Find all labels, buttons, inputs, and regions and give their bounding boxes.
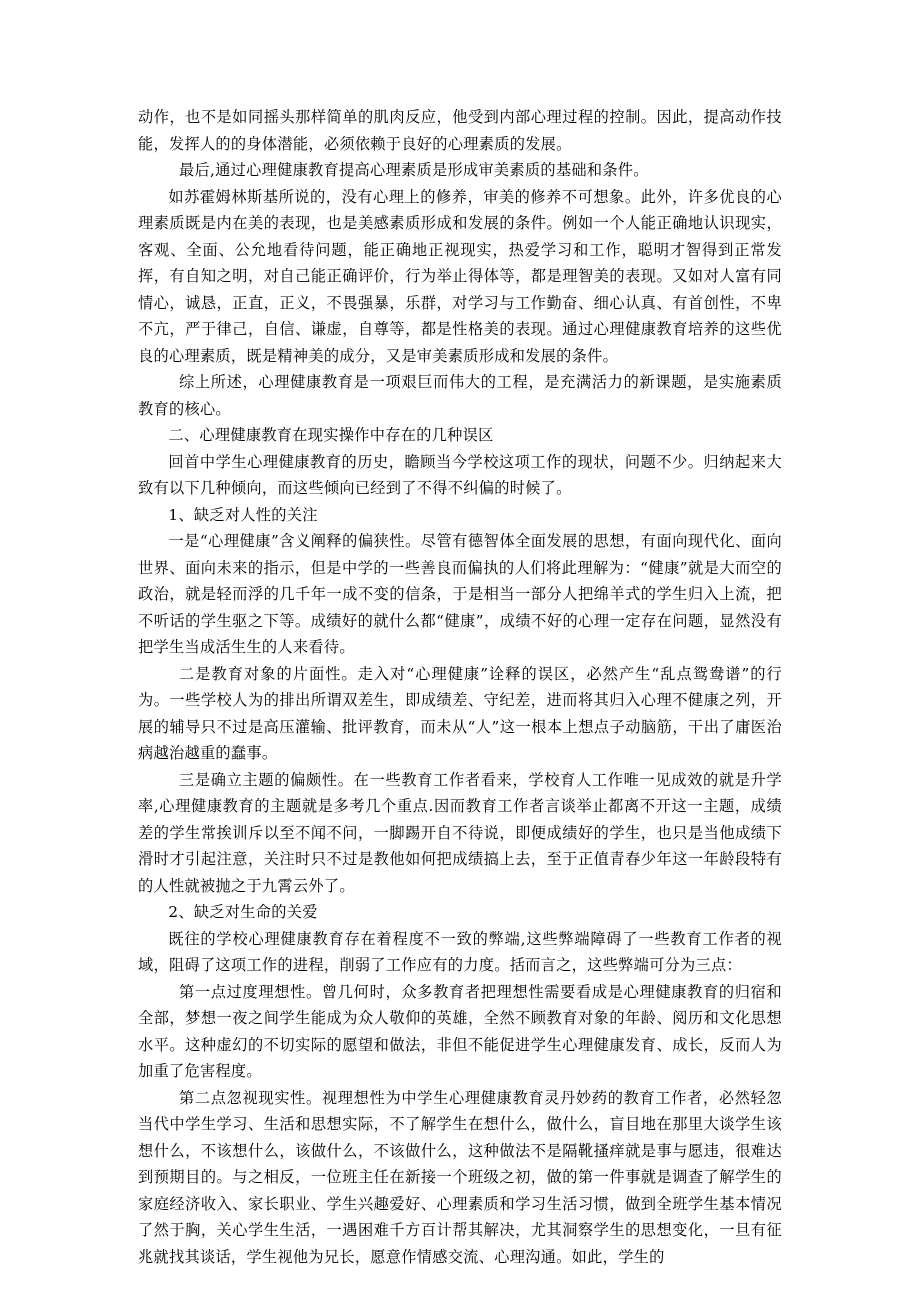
paragraph-sukhomlinsky: 如苏霍姆林斯基所说的，没有心理上的修养，审美的修养不可想象。此外，许多优良的心理素质既是内在美的表现，也是美感素质形成和发展的条件。例如一个人能正确地认识现实，客观、全面、公允地看待问题，能正确地正视现实，热爱学习和工作，聪明才智得到正常发挥，有自知之明，对自己能正确评价，行为举止得体等，都是理智美的表现。又如对人富有同情心，诚恳，正直，正义，不畏强暴，乐群，对学习与工作勤奋、细心认真、有首创性，不卑不亢，严于律己，自信、谦虚，自尊等，都是性格美的表现。通过心理健康教育培养的这些优良的心理素质，既是精神美的成分，又是审美素质形成和发展的条件。 [138,187,782,365]
paragraph-conclusion-aesthetic: 最后,通过心理健康教育提高心理素质是形成审美素质的基础和条件。 [179,161,649,179]
paragraph-point-two: 二是教育对象的片面性。走入对“心理健康”诠释的误区，必然产生“乱点鸳鸯谱”的行为。一些学校人为的排出所谓双差生，即成绩差、守纪差，进而将其归入心理不健康之列，开展的辅导只不过是高压灌输、批评教育，而未从“人”这一根本上想点子动脑筋，干出了庸医治病越治越重的蠢事。 [138,664,782,762]
subheading-life-care: 2、缺乏对生命的关爱 [168,903,318,921]
paragraph-point-one: 一是“心理健康”含义阐释的偏狭性。尽管有德智体全面发展的思想，有面向现代化、面向世界、面向未来的指示，但是中学的一些善良而偏执的人们将此理解为：“健康”就是大而空的政治，就是轻而浮的几千年一成不变的信条，于是相当一部分人把绵羊式的学生归入上流，把不听话的学生驱之下等。成绩好的就什么都“健康”，成绩不好的心理一定存在问题，显然没有把学生当成活生生的人来看待。 [138,532,782,656]
subheading-humanity: 1、缺乏对人性的关注 [168,505,318,524]
section-heading-misconceptions: 二、心理健康教育在现实操作中存在的几种误区 [168,426,494,444]
paragraph-review: 回首中学生心理健康教育的历史，瞻顾当今学校这项工作的现状，问题不少。归纳起来大致有以下几种倾向，而这些倾向已经到了不得不纠偏的时候了。 [138,452,782,497]
paragraph-summary: 综上所述，心理健康教育是一项艰巨而伟大的工程，是充满活力的新课题，是实施素质教育的核心。 [138,373,782,418]
paragraph-point-three: 三是确立主题的偏颇性。在一些教育工作者看来，学校育人工作唯一见成效的就是升学率,心理健康教育的主题就是多考几个重点.因而教育工作者言谈举止都离不开这一主题，成绩差的学生常挨训斥以至不闻不问，一脚踢开自不待说，即便成绩好的学生，也只是当他成绩下滑时才引起注意，关注时只不过是教他如何把成绩搞上去，至于正值青春少年这一年龄段特有的人性就被抛之于九霄云外了。 [138,770,782,895]
paragraph-drawbacks: 既往的学校心理健康教育存在着程度不一致的弊端,这些弊端障碍了一些教育工作者的视域，阻碍了这项工作的进程，削弱了工作应有的力度。括而言之，这些弊端可分为三点： [138,929,782,974]
paragraph-idealism: 第一点过度理想性。曾几何时，众多教育者把理想性需要看成是心理健康教育的归宿和全部，梦想一夜之间学生能成为众人敬仰的英雄，全然不顾教育对象的年龄、阅历和文化思想水平。这种虚幻的不切实际的愿望和做法，非但不能促进学生心理健康发育、成长，反而人为加重了危害程度。 [138,982,782,1080]
document-body [138,104,782,1270]
paragraph-continuation: 动作，也不是如同摇头那样简单的肌肉反应，他受到内部心理过程的控制。因此，提高动作技能，发挥人的的身体潜能，必须依赖于良好的心理素质的发展。 [138,108,782,153]
paragraph-reality: 第二点忽视现实性。视理想性为中学生心理健康教育灵丹妙药的教育工作者，必然轻忽当代中学生学习、生活和思想实际，不了解学生在想什么，做什么，盲目地在那里大谈学生该想什么，不该想什么，该做什么，不该做什么，这种做法不是隔靴搔痒就是事与愿违，很难达到预期目的。与之相反，一位班主任在新接一个班级之初，做的第一件事就是调查了解学生的家庭经济收入、家长职业、学生兴趣爱好、心理素质和学习生活习惯，做到全班学生基本情况了然于胸，关心学生生活，一遇困难千方百计帮其解决，尤其洞察学生的思想变化，一旦有征兆就找其谈话，学生视他为兄长，愿意作情感交流、心理沟通。如此，学生的 [138,1088,782,1266]
